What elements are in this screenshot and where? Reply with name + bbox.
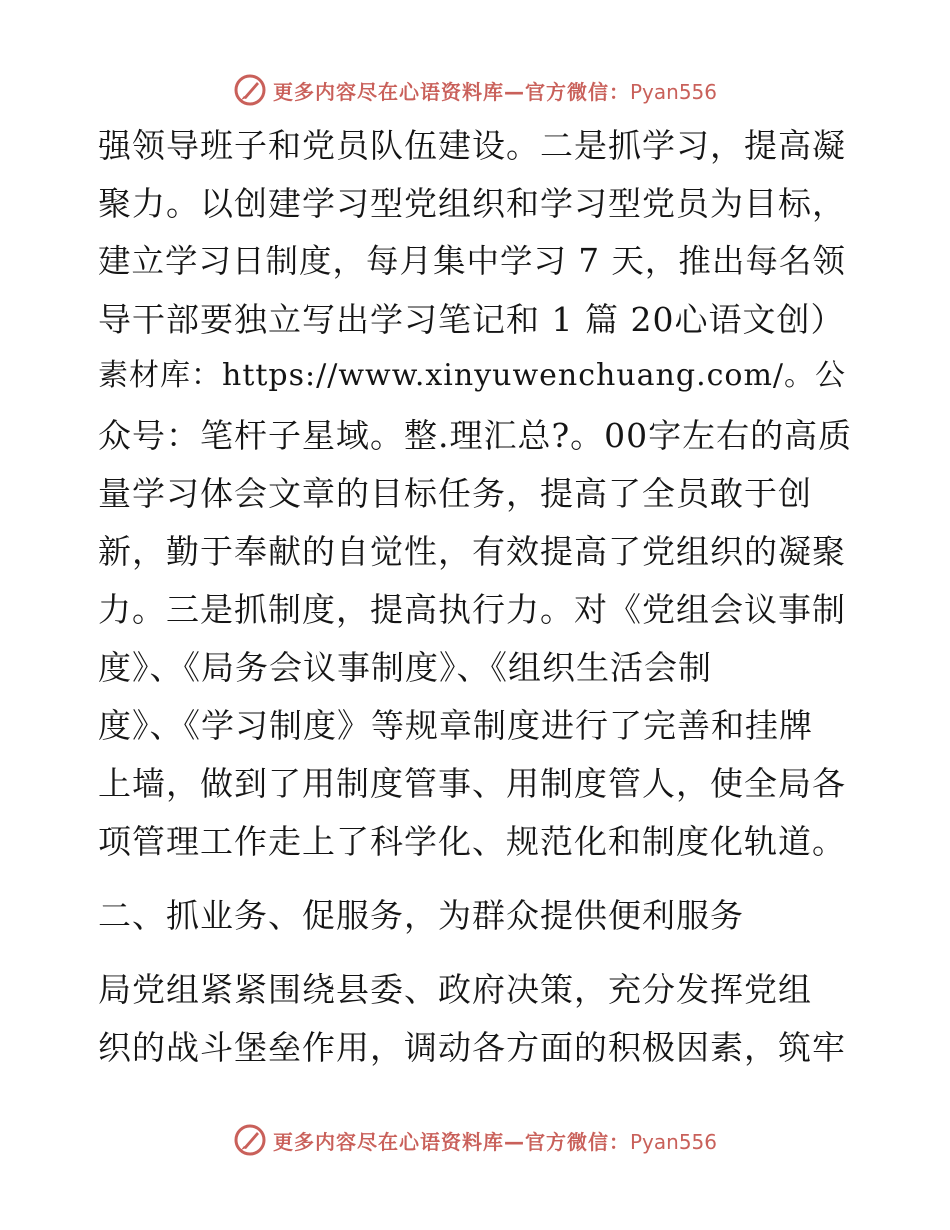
- watermark-wechat-id: Pyan556: [630, 79, 718, 104]
- body-line: 度》、《学习制度》等规章制度进行了完善和挂牌: [98, 706, 813, 745]
- quill-pen-circle-icon: [233, 73, 267, 107]
- watermark-wechat-id: Pyan556: [630, 1129, 718, 1154]
- body-line: 局党组紧紧围绕县委、政府决策，充分发挥党组: [98, 970, 812, 1009]
- body-line: 导干部要独立写出学习笔记和 1 篇 20心语文创）: [98, 300, 845, 339]
- watermark-footer: [0, 1120, 950, 1160]
- body-line: 力。三是抓制度，提高执行力。对《党组会议事制: [98, 590, 846, 629]
- quill-pen-circle-icon: [233, 1123, 267, 1157]
- watermark-text: 更多内容尽在心语资料库—官方微信：Pyan556: [273, 79, 718, 104]
- body-line: 项管理工作走上了科学化、规范化和制度化轨道。: [98, 822, 846, 861]
- body-line: 量学习体会文章的目标任务，提高了全员敢于创: [98, 474, 812, 513]
- watermark-text: 更多内容尽在心语资料库—官方微信：Pyan556: [273, 1129, 718, 1154]
- body-line: 众号：笔杆子星域。整.理汇总?。00字左右的高质: [98, 416, 853, 455]
- body-line: 新，勤于奉献的自觉性，有效提高了党组织的凝聚: [98, 532, 846, 571]
- body-line: 素材库：https://www.xinyuwenchuang.com/。公: [98, 358, 847, 393]
- body-line: 强领导班子和党员队伍建设。二是抓学习，提高凝: [98, 126, 846, 165]
- body-line: 聚力。以创建学习型党组织和学习型党员为目标，: [98, 184, 846, 223]
- body-line: 度》、《局务会议事制度》、《组织生活会制: [98, 648, 712, 687]
- body-line: 建立学习日制度，每月集中学习 7 天，推出每名领: [98, 242, 846, 280]
- section-heading: 二、抓业务、促服务，为群众提供便利服务: [98, 896, 744, 935]
- body-line: 上墙，做到了用制度管事、用制度管人，使全局各: [98, 764, 846, 803]
- body-line: 织的战斗堡垒作用，调动各方面的积极因素，筑牢: [98, 1028, 846, 1067]
- watermark-header: [0, 70, 950, 110]
